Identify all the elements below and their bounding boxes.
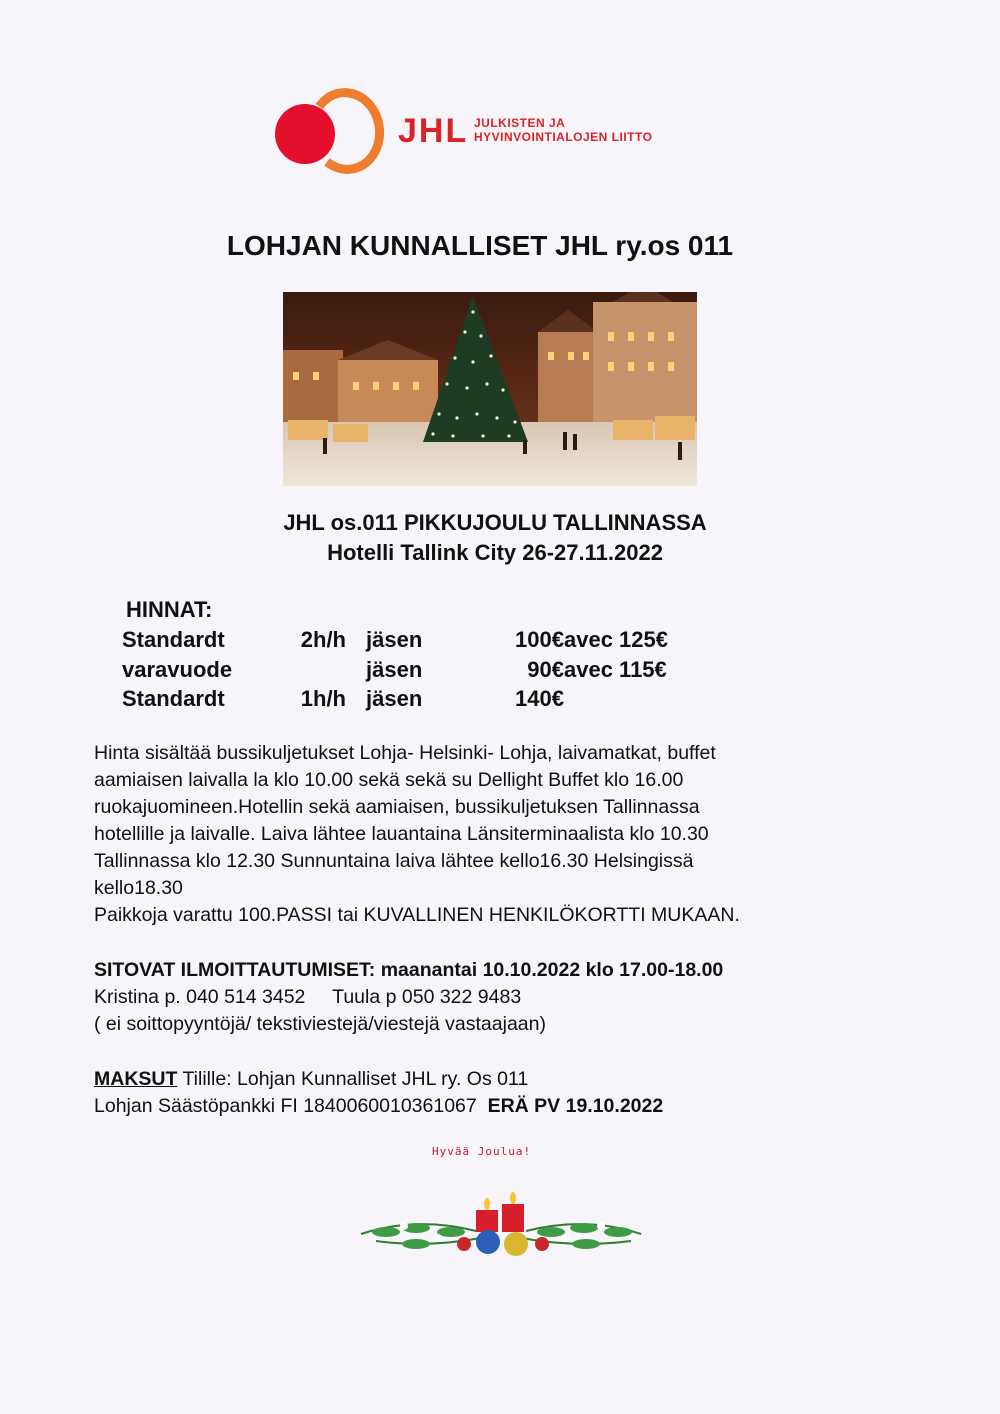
- logo-dot-icon: [275, 104, 335, 164]
- occupancy: 1h/h: [300, 686, 346, 711]
- member-price: 90€: [527, 656, 564, 682]
- description-line: aamiaisen laivalla la klo 10.00 sekä sekä su Dellight Buffet klo 16.00: [94, 769, 684, 791]
- member-price: 100€: [515, 627, 564, 652]
- member-label: jäsen: [366, 656, 423, 682]
- price-row: [122, 684, 668, 714]
- description-line: hotellille ja laivalle. Laiva lähtee lauantaina Länsiterminaalista klo 10.30: [94, 823, 709, 845]
- christmas-market-photo: [283, 292, 697, 486]
- member-label: jäsen: [366, 627, 423, 652]
- price-table: [122, 625, 668, 714]
- page-title: LOHJAN KUNNALLISET JHL ry.os 011: [226, 230, 734, 261]
- event-title: JHL os.011 PIKKUJOULU TALLINNASSA: [283, 510, 707, 535]
- occupancy: 2h/h: [300, 627, 346, 652]
- avec-price: avec 125€: [564, 627, 668, 652]
- avec-price: [564, 684, 668, 714]
- member-price: 140€: [515, 686, 564, 711]
- description-line: Hinta sisältää bussikuljetukset Lohja- Helsinki- Lohja, laivamatkat, buffet: [94, 742, 716, 764]
- payment-label: MAKSUT: [94, 1068, 178, 1090]
- occupancy: [268, 655, 366, 685]
- description-line: Tallinnassa klo 12.30 Sunnuntaina laiva lähtee kello16.30 Helsingissä: [94, 850, 694, 872]
- description-line: Paikkoja varattu 100.PASSI tai KUVALLINEN HENKILÖKORTTI MUKAAN.: [94, 904, 740, 926]
- registration-note: ( ei soittopyyntöjä/ tekstiviestejä/viestejä vastaajaan): [94, 1013, 546, 1035]
- description: [94, 740, 914, 929]
- avec-price: avec 115€: [564, 656, 667, 682]
- room-type: varavuode: [122, 656, 233, 682]
- prices-heading: HINNAT:: [126, 597, 213, 622]
- room-type: Standardt: [122, 627, 225, 652]
- member-label: jäsen: [366, 686, 423, 711]
- payment-account-owner: Tilille: Lohjan Kunnalliset JHL ry. Os 011: [177, 1068, 529, 1090]
- description-line: kello18.30: [94, 877, 183, 899]
- payment-bank-account: Lohjan Säästöpankki FI 1840060010361067: [94, 1095, 488, 1117]
- room-type: Standardt: [122, 686, 225, 711]
- description-line: ruokajuomineen.Hotellin sekä aamiaisen, bussikuljetuksen Tallinnassa: [94, 796, 700, 818]
- registration-heading: SITOVAT ILMOITTAUTUMISET: maanantai 10.10.2022 klo 17.00-18.00: [94, 959, 724, 981]
- price-row: [122, 625, 668, 655]
- jhl-logo: [272, 88, 672, 184]
- event-hotel-date: Hotelli Tallink City 26-27.11.2022: [327, 540, 663, 565]
- logo-short: JHL: [398, 112, 469, 150]
- price-row: [122, 655, 668, 685]
- christmas-greeting: Hyvää Joulua!: [432, 1145, 532, 1158]
- payment-due-date: ERÄ PV 19.10.2022: [487, 1095, 664, 1117]
- payment: [94, 1066, 914, 1120]
- registration: [94, 957, 914, 1038]
- christmas-decoration-icon: [356, 1186, 646, 1266]
- logo-full-name: JULKISTEN JA HYVINVOINTIALOJEN LIITTO: [474, 116, 653, 144]
- registration-contacts: Kristina p. 040 514 3452 Tuula p 050 322 9483: [94, 986, 522, 1008]
